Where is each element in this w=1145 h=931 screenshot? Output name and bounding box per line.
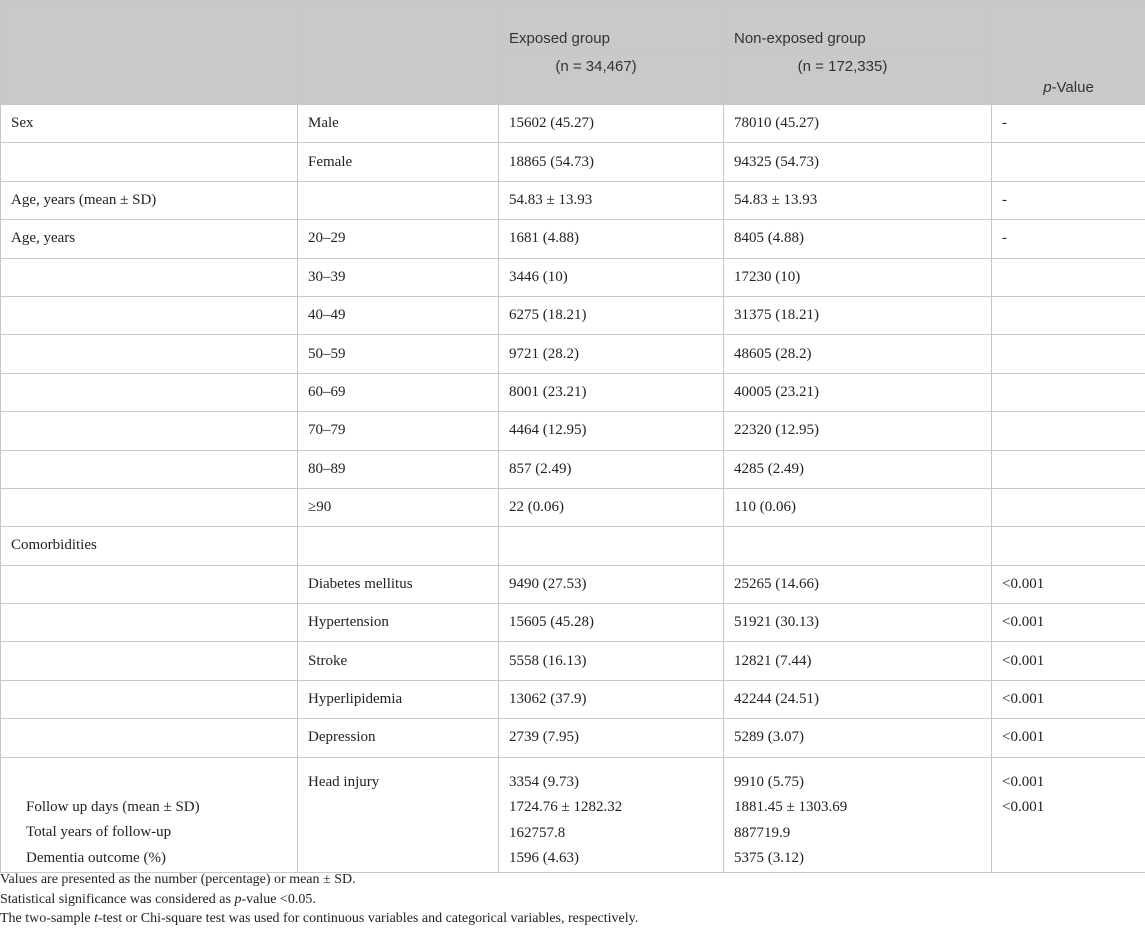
value-exposed-total-years: 162757.8 bbox=[509, 824, 566, 841]
cell-label bbox=[1, 565, 298, 603]
cell-exposed: 8001 (23.21) bbox=[499, 373, 724, 411]
header-exposed: Exposed group bbox=[499, 1, 724, 56]
cell-nonexposed: 17230 (10) bbox=[724, 258, 992, 296]
cell-label bbox=[1, 488, 298, 526]
table-row bbox=[1, 143, 1145, 181]
table-header bbox=[1, 1, 1145, 105]
footnote-3-italic: t bbox=[94, 911, 98, 927]
cell-nonexposed: 48605 (28.2) bbox=[724, 335, 992, 373]
cell-pvalue bbox=[992, 412, 1145, 450]
cell-pvalue bbox=[992, 488, 1145, 526]
cell-pvalue: <0.001 bbox=[992, 680, 1145, 718]
table-row bbox=[1, 527, 1145, 565]
cell-subgroup: Male bbox=[298, 105, 499, 143]
cell-exposed: 18865 (54.73) bbox=[499, 143, 724, 181]
cell-label bbox=[1, 412, 298, 450]
footnote-1: Values are presented as the number (percentage) or mean ± SD. bbox=[0, 872, 356, 887]
cell-nonexposed: 22320 (12.95) bbox=[724, 412, 992, 450]
table-row bbox=[1, 181, 1145, 219]
cell-pvalue: - bbox=[992, 181, 1145, 219]
cell-nonexposed-followup bbox=[724, 757, 992, 872]
cell-exposed: 6275 (18.21) bbox=[499, 296, 724, 334]
table-row bbox=[1, 412, 1145, 450]
footnote-2 bbox=[0, 890, 638, 910]
cell-exposed: 22 (0.06) bbox=[499, 488, 724, 526]
header-pvalue-italic: p bbox=[1043, 79, 1052, 96]
header-pvalue bbox=[992, 1, 1145, 105]
value-nonexposed-follow-up-days: 1881.45 ± 1303.69 bbox=[734, 799, 848, 816]
cell-subgroup: Depression bbox=[298, 719, 499, 757]
cell-exposed: 857 (2.49) bbox=[499, 450, 724, 488]
footnote-3-text-end: -test or Chi-square test was used for continuous variables and categorical variables, respectively. bbox=[97, 911, 639, 927]
footnote-2-text-end: -value <0.05. bbox=[241, 891, 316, 907]
cell-pvalue: - bbox=[992, 105, 1145, 143]
cell-nonexposed: 12821 (7.44) bbox=[724, 642, 992, 680]
label-dementia-outcome: Dementia outcome (%) bbox=[26, 849, 166, 866]
cell-pvalue: <0.001 bbox=[992, 604, 1145, 642]
table-row bbox=[1, 488, 1145, 526]
header-exposed-n: (n = 34,467) bbox=[499, 56, 724, 105]
table-row bbox=[1, 680, 1145, 718]
table-row bbox=[1, 450, 1145, 488]
sub-head-injury: Head injury bbox=[308, 773, 380, 790]
table-footnotes bbox=[0, 870, 638, 929]
cell-subgroup: Hypertension bbox=[298, 604, 499, 642]
cell-head-injury-label bbox=[298, 757, 499, 872]
table-row bbox=[1, 565, 1145, 603]
value-nonexposed-total-years: 887719.9 bbox=[734, 824, 791, 841]
cell-label bbox=[1, 450, 298, 488]
cell-subgroup: 60–69 bbox=[298, 373, 499, 411]
cell-nonexposed: 110 (0.06) bbox=[724, 488, 992, 526]
cell-pvalue bbox=[992, 335, 1145, 373]
cell-exposed: 13062 (37.9) bbox=[499, 680, 724, 718]
cell-exposed: 3446 (10) bbox=[499, 258, 724, 296]
cell-label: Sex bbox=[1, 105, 298, 143]
cell-pvalue bbox=[992, 143, 1145, 181]
cell-pvalue bbox=[992, 450, 1145, 488]
cell-subgroup: ≥90 bbox=[298, 488, 499, 526]
header-blank-2 bbox=[298, 1, 499, 105]
cell-exposed bbox=[499, 527, 724, 565]
table-row bbox=[1, 105, 1145, 143]
cell-label bbox=[1, 642, 298, 680]
label-follow-up-days: Follow up days (mean ± SD) bbox=[26, 798, 200, 815]
cell-nonexposed: 5289 (3.07) bbox=[724, 719, 992, 757]
cell-nonexposed: 31375 (18.21) bbox=[724, 296, 992, 334]
cell-exposed: 15602 (45.27) bbox=[499, 105, 724, 143]
cell-pvalue: <0.001 bbox=[992, 565, 1145, 603]
cell-exposed: 5558 (16.13) bbox=[499, 642, 724, 680]
table-row bbox=[1, 642, 1145, 680]
cell-subgroup: 40–49 bbox=[298, 296, 499, 334]
cell-subgroup: Stroke bbox=[298, 642, 499, 680]
cell-label bbox=[1, 680, 298, 718]
cell-pvalue bbox=[992, 296, 1145, 334]
cell-nonexposed: 78010 (45.27) bbox=[724, 105, 992, 143]
cell-pvalue: - bbox=[992, 220, 1145, 258]
cell-exposed: 1681 (4.88) bbox=[499, 220, 724, 258]
cell-subgroup bbox=[298, 527, 499, 565]
cell-pvalue bbox=[992, 373, 1145, 411]
pvalue-head-injury: <0.001 bbox=[1002, 773, 1045, 790]
table-row bbox=[1, 258, 1145, 296]
cell-label bbox=[1, 143, 298, 181]
table-row bbox=[1, 719, 1145, 757]
cell-subgroup: Diabetes mellitus bbox=[298, 565, 499, 603]
cell-label bbox=[1, 373, 298, 411]
table-row bbox=[1, 373, 1145, 411]
cell-label bbox=[1, 296, 298, 334]
cell-label bbox=[1, 604, 298, 642]
cell-label: Comorbidities bbox=[1, 527, 298, 565]
cell-nonexposed bbox=[724, 527, 992, 565]
cell-pvalue: <0.001 bbox=[992, 642, 1145, 680]
cell-subgroup: 20–29 bbox=[298, 220, 499, 258]
header-blank-1 bbox=[1, 1, 298, 105]
cell-exposed-followup bbox=[499, 757, 724, 872]
value-exposed-dementia: 1596 (4.63) bbox=[509, 850, 579, 867]
cell-label: Age, years bbox=[1, 220, 298, 258]
cell-nonexposed: 8405 (4.88) bbox=[724, 220, 992, 258]
label-total-years: Total years of follow-up bbox=[26, 824, 172, 841]
cell-subgroup: 80–89 bbox=[298, 450, 499, 488]
cell-label bbox=[1, 258, 298, 296]
cell-subgroup: Female bbox=[298, 143, 499, 181]
cell-exposed: 2739 (7.95) bbox=[499, 719, 724, 757]
cell-pvalue bbox=[992, 527, 1145, 565]
footnote-2-text: Statistical significance was considered as bbox=[0, 891, 235, 907]
cell-exposed: 9490 (27.53) bbox=[499, 565, 724, 603]
cell-subgroup: Hyperlipidemia bbox=[298, 680, 499, 718]
footnote-3-text: The two-sample bbox=[0, 911, 95, 927]
cell-subgroup: 70–79 bbox=[298, 412, 499, 450]
cell-nonexposed: 51921 (30.13) bbox=[724, 604, 992, 642]
header-nonexposed: Non-exposed group bbox=[724, 1, 992, 56]
cell-label: Age, years (mean ± SD) bbox=[1, 181, 298, 219]
table-row bbox=[1, 296, 1145, 334]
cell-pvalue-followup bbox=[992, 757, 1145, 872]
cell-exposed: 54.83 ± 13.93 bbox=[499, 181, 724, 219]
table-row-head-injury bbox=[1, 757, 1145, 872]
cell-label bbox=[1, 335, 298, 373]
cell-pvalue: <0.001 bbox=[992, 719, 1145, 757]
cell-label bbox=[1, 719, 298, 757]
cell-subgroup bbox=[298, 181, 499, 219]
cell-exposed: 9721 (28.2) bbox=[499, 335, 724, 373]
value-nonexposed-head-injury: 9910 (5.75) bbox=[734, 773, 804, 790]
footnote-2-italic: p bbox=[234, 891, 242, 907]
cell-nonexposed: 42244 (24.51) bbox=[724, 680, 992, 718]
header-pvalue-rest: -Value bbox=[1051, 79, 1094, 96]
header-nonexposed-n: (n = 172,335) bbox=[724, 56, 992, 105]
pvalue-follow-up-days: <0.001 bbox=[1002, 799, 1045, 816]
cell-subgroup: 30–39 bbox=[298, 258, 499, 296]
value-exposed-follow-up-days: 1724.76 ± 1282.32 bbox=[509, 799, 623, 816]
cell-exposed: 15605 (45.28) bbox=[499, 604, 724, 642]
cell-nonexposed: 54.83 ± 13.93 bbox=[724, 181, 992, 219]
cell-subgroup: 50–59 bbox=[298, 335, 499, 373]
table-row bbox=[1, 335, 1145, 373]
cell-nonexposed: 40005 (23.21) bbox=[724, 373, 992, 411]
table-body bbox=[1, 105, 1145, 873]
table-row bbox=[1, 220, 1145, 258]
value-nonexposed-dementia: 5375 (3.12) bbox=[734, 850, 804, 867]
cell-exposed: 4464 (12.95) bbox=[499, 412, 724, 450]
cell-nonexposed: 94325 (54.73) bbox=[724, 143, 992, 181]
value-exposed-head-injury: 3354 (9.73) bbox=[509, 773, 579, 790]
cell-nonexposed: 4285 (2.49) bbox=[724, 450, 992, 488]
table-row bbox=[1, 604, 1145, 642]
footnote-3 bbox=[0, 909, 638, 929]
cell-pvalue bbox=[992, 258, 1145, 296]
follow-up-labels bbox=[1, 757, 298, 872]
cell-nonexposed: 25265 (14.66) bbox=[724, 565, 992, 603]
